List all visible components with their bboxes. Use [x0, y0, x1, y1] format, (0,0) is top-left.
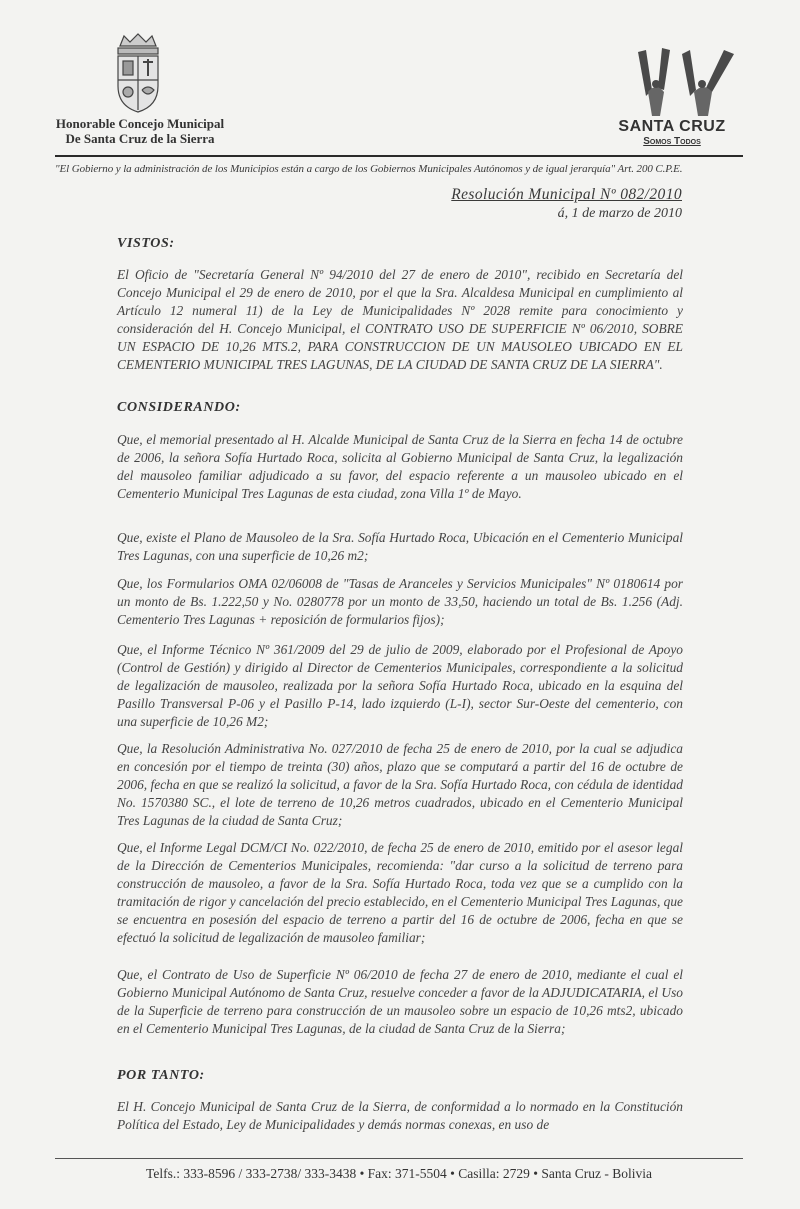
- por-tanto-text: El H. Concejo Municipal de Santa Cruz de la Sierra, de conformidad a lo normado en la Constitución Política del Estado, Ley de Municipalidades y demás normas conexas, en uso de: [117, 1099, 683, 1132]
- council-name-line1: Honorable Concejo Municipal: [55, 116, 225, 131]
- considerando-paragraph-3: Que, los Formularios OMA 02/06008 de "Tasas de Aranceles y Servicios Municipales" Nº 0180614 por un monto de Bs. 1.222,50 y No. 0280778 por un monto de 33,50, haciendo un total de Bs. 1.256 (Adj. Cementerio Tres Lagunas + reposición de formularios fijos);: [117, 576, 683, 627]
- considerando-paragraph-2: Que, existe el Plano de Mausoleo de la Sra. Sofía Hurtado Roca, Ubicación en el Cementerio Municipal Tres Lagunas, con una superficie de 10,26 m2;: [117, 530, 683, 563]
- vistos-text: El Oficio de "Secretaría General Nº 94/2010 del 27 de enero de 2010", recibido en Secretaría del Concejo Municipal el 29 de enero de 2010, por el que la Sra. Alcaldesa Municipal en cumplimiento al Artículo 12 numeral 11) de la Ley de Municipalidades Nº 2028 remite para conocimiento y consideración del H. Concejo Municipal, el CONTRATO USO DE SUPERFICIE Nº 06/2010, SOBRE UN ESPACIO DE 10,26 MTS.2, PARA CONSTRUCCION DE UN MAUSOLEO UBICADO EN EL CEMENTERIO MUNICIPAL TRES LAGUNAS, DE LA CIUDAD DE SANTA CRUZ DE LA SIERRA".: [117, 267, 683, 372]
- logo-name: SANTA CRUZ: [618, 118, 726, 135]
- considerando-paragraph-6: Que, el Informe Legal DCM/CI No. 022/2010, de fecha 25 de enero de 2010, emitido por el asesor legal de la Dirección de Cementerios Municipales, recomienda: "dar curso a la solicitud de terreno para construcción de mausoleo, a favor de la Sra. Sofía Hurtado Roca, toda vez que se a cumplido con la tramitación de rigor y cancelación del precio establecido, en el Cementerio Municipal Tres Lagunas, que se encuentra en posesión del espacio de terreno a partir del 16 de octubre de 2006, fecha en que se efectuó la solicitud de legalización de mausoleo familiar;: [117, 840, 683, 945]
- considerando-paragraph-1: Que, el memorial presentado al H. Alcalde Municipal de Santa Cruz de la Sierra en fecha 14 de octubre de 2006, la señora Sofía Hurtado Roca, solicita al Gobierno Municipal de Santa Cruz, la legalización del mausoleo familiar adjudicado a su favor, del espacio referente a un mausoleo ubicado en el Cementerio Municipal Tres Lagunas de esta ciudad, zona Villa 1º de Mayo.: [117, 432, 683, 501]
- footer-contact: Telfs.: 333-8596 / 333-2738/ 333-3438 • Fax: 371-5504 • Casilla: 2729 • Santa Cruz - Bolivia: [146, 1166, 652, 1181]
- council-name-line2: De Santa Cruz de la Sierra: [65, 131, 215, 146]
- footer-divider: [55, 1158, 743, 1159]
- considerando-heading: CONSIDERANDO:: [117, 400, 241, 415]
- resolution-date: á, 1 de marzo de 2010: [557, 206, 682, 221]
- considerando-paragraph-7: Que, el Contrato de Uso de Superficie Nº 06/2010 de fecha 27 de enero de 2010, mediante el cual el Gobierno Municipal Autónomo de Santa Cruz, resuelve conceder a favor de la ADJUDICATARIA, el Uso de la Superficie de terreno para construcción de un mausoleo sobre un espacio de 10,26 mts2, ubicado en el Cementerio Municipal Tres Lagunas, de la ciudad de Santa Cruz de la Sierra;: [117, 967, 683, 1036]
- considerando-paragraph-4: Que, el Informe Técnico Nº 361/2009 del 29 de julio de 2009, elaborado por el Profesional de Apoyo (Control de Gestión) y dirigido al Director de Cementerios Municipales, correspondiente a la solicitud de legalización de mausoleo, realizada por la señora Sofía Hurtado Roca, ubicado en la esquina del Pasillo Transversal P-06 y el Pasillo P-14, lado izquierdo (L-I), sector Sur-Oeste del cementerio, con una superficie de 10,26 M2;: [117, 642, 683, 729]
- header-divider: [55, 155, 743, 157]
- considerando-paragraph-5: Que, la Resolución Administrativa No. 027/2010 de fecha 25 de enero de 2010, por la cual se adjudica en concesión por el tiempo de treinta (30) años, plazo que se computará a partir del 16 de octubre de 2006, fecha en que se realizó la solicitud, a favor de la Sra. Sofía Hurtado Roca, con cédula de identidad No. 1570380 SC., el lote de terreno de 10,26 metros cuadrados, ubicado en el Cementerio Municipal Tres Lagunas de la ciudad de Santa Cruz;: [117, 741, 683, 828]
- por-tanto-heading: POR TANTO:: [117, 1068, 205, 1083]
- logo-tagline: Somos Todos: [643, 136, 701, 147]
- crest-icon: [112, 32, 164, 114]
- council-name: [40, 116, 240, 146]
- resolution-title: Resolución Municipal Nº 082/2010: [451, 186, 682, 203]
- constitution-quote: "El Gobierno y la administración de los Municipios están a cargo de los Gobiernos Municipales Autónomos y de igual jerarquía" Art. 200 C.P.E.: [55, 163, 683, 175]
- vistos-heading: VISTOS:: [117, 236, 175, 251]
